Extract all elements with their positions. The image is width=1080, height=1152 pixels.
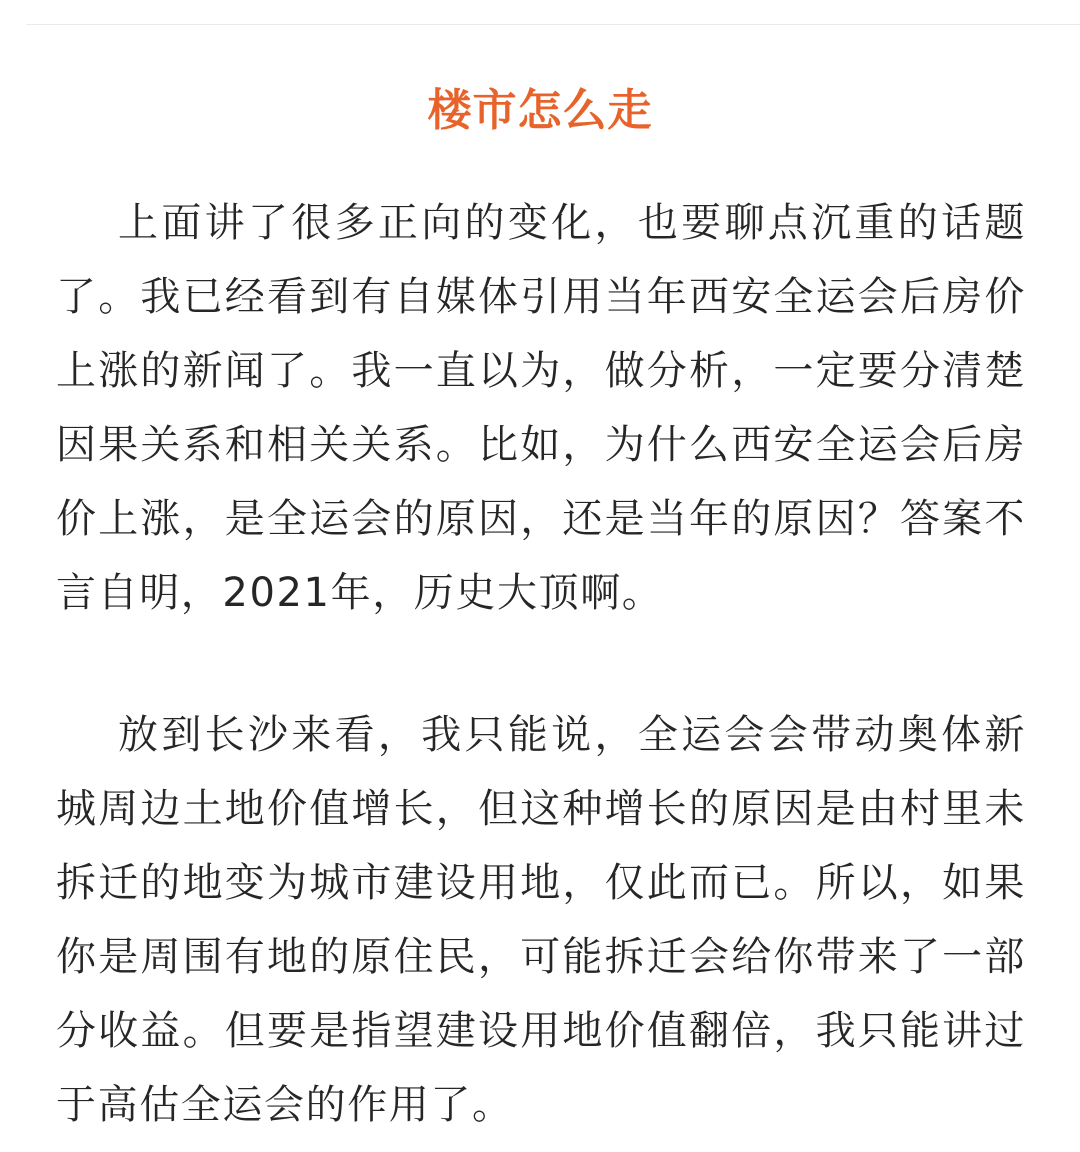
- top-divider: [26, 24, 1080, 25]
- article-paragraph-2: 放到长沙来看，我只能说，全运会会带动奥体新城周边土地价值增长，但这种增长的原因是由村里未拆迁的地变为城市建设用地，仅此而已。所以，如果你是周围有地的原住民，可能拆迁会给你带来了一部分收益。但要是指望建设用地价值翻倍，我只能讲过于高估全运会的作用了。: [56, 712, 1026, 1128]
- article-paragraph-1: 上面讲了很多正向的变化，也要聊点沉重的话题了。我已经看到有自媒体引用当年西安全运会后房价上涨的新闻了。我一直以为，做分析，一定要分清楚因果关系和相关关系。比如，为什么西安全运会后房价上涨，是全运会的原因，还是当年的原因？答案不言自明，2021年，历史大顶啊。: [56, 200, 1026, 616]
- article-title: 楼市怎么走: [427, 85, 653, 137]
